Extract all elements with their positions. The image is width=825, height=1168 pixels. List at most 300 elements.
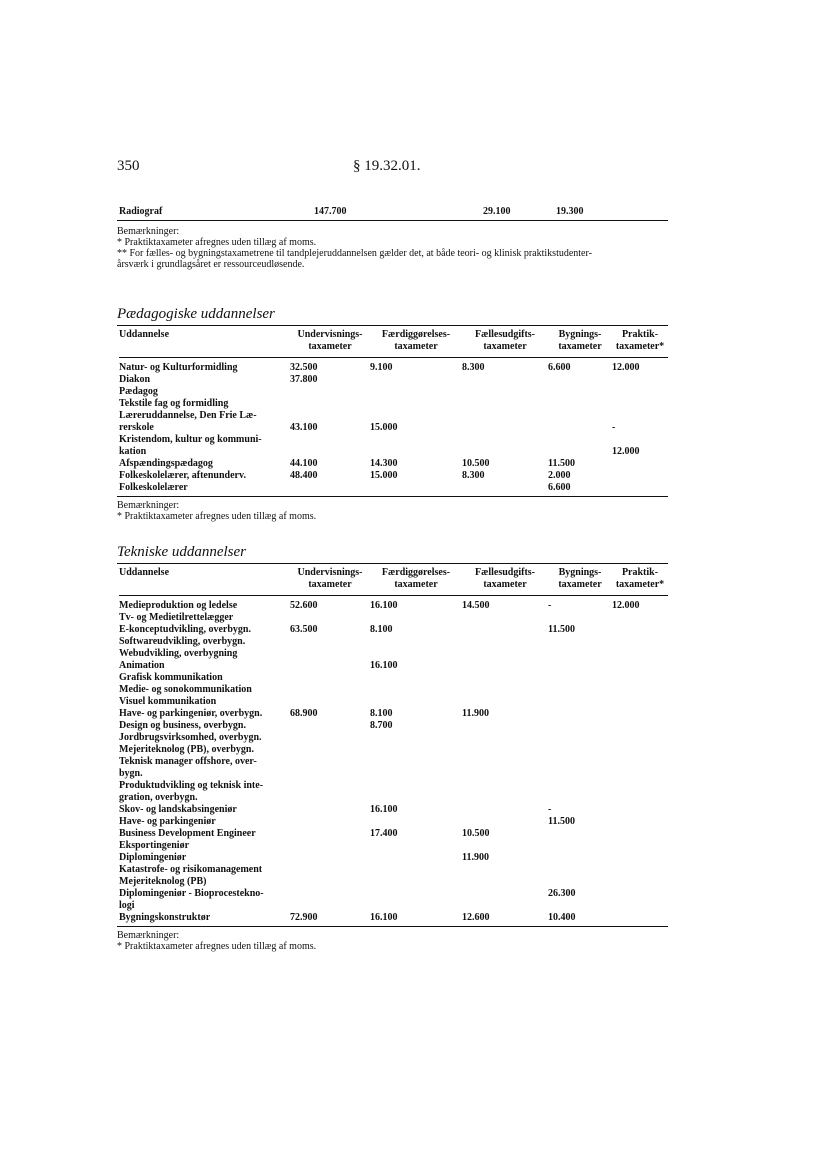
cell-faellesudgifts: 14.500 — [462, 600, 490, 611]
cell-praktik — [612, 684, 668, 696]
cell-praktik — [612, 852, 668, 864]
cell-faellesudgifts — [462, 684, 548, 696]
cell-bygnings — [548, 684, 612, 696]
cell-undervisning — [290, 864, 370, 876]
cell-undervisning: 48.400 — [290, 470, 318, 481]
cell-faellesudgifts: 10.500 — [462, 828, 490, 839]
table-row — [119, 900, 668, 912]
cell-faerdiggoerelses — [370, 672, 462, 684]
cell-praktik — [612, 756, 668, 768]
cell-undervisning: 43.100 — [290, 422, 318, 433]
cell-bygnings: 6.600 — [548, 362, 571, 373]
cell-uddannelse: Diplomingeniør — [119, 852, 187, 863]
radiograf-bygnings: 19.300 — [556, 206, 584, 217]
cell-bygnings: - — [548, 804, 552, 815]
cell-praktik — [612, 744, 668, 756]
table-row — [119, 792, 668, 804]
remarks-line: * Praktiktaxameter afregnes uden tillæg af moms. — [117, 941, 317, 952]
remarks-line: ** For fælles- og bygningstaxametrene til tandplejeruddannelsen gælder det, at både teori- og klinisk praktikstudenter- — [117, 248, 592, 259]
cell-uddannelse: gration, overbygn. — [119, 792, 198, 803]
cell-undervisning — [290, 900, 370, 912]
cell-uddannelse: Animation — [119, 660, 165, 671]
cell-uddannelse: bygn. — [119, 768, 143, 779]
cell-praktik — [612, 374, 668, 386]
cell-undervisning — [290, 636, 370, 648]
table-header-row — [119, 565, 668, 596]
cell-faerdiggoerelses — [370, 876, 462, 888]
cell-undervisning: 37.800 — [290, 374, 318, 385]
cell-bygnings — [548, 900, 612, 912]
cell-uddannelse: Mejeriteknolog (PB) — [119, 876, 207, 887]
cell-bygnings: 26.300 — [548, 888, 576, 899]
cell-faellesudgifts — [462, 446, 548, 458]
cell-undervisning — [290, 696, 370, 708]
cell-faerdiggoerelses: 16.100 — [370, 600, 398, 611]
col-header-uddannelse: Uddannelse — [119, 567, 170, 578]
table-row — [119, 458, 668, 470]
cell-uddannelse: Tekstile fag og formidling — [119, 398, 229, 409]
page-number: 350 — [117, 158, 140, 174]
cell-faerdiggoerelses: 15.000 — [370, 422, 398, 433]
table-row — [119, 732, 668, 744]
cell-faerdiggoerelses — [370, 852, 462, 864]
cell-faerdiggoerelses — [370, 816, 462, 828]
cell-undervisning — [290, 828, 370, 840]
remarks-line: årsværk i grundlagsåret er ressourceudløsende. — [117, 259, 305, 270]
cell-bygnings — [548, 434, 612, 446]
cell-faellesudgifts: 11.900 — [462, 708, 489, 719]
cell-faellesudgifts — [462, 816, 548, 828]
cell-faerdiggoerelses — [370, 684, 462, 696]
remarks-heading: Bemærkninger: — [117, 500, 180, 511]
table-row — [119, 410, 668, 422]
divider — [117, 926, 668, 927]
cell-uddannelse: Tv- og Medietilrettelægger — [119, 612, 234, 623]
cell-undervisning — [290, 434, 370, 446]
cell-bygnings: - — [548, 600, 552, 611]
cell-faerdiggoerelses — [370, 888, 462, 900]
cell-bygnings — [548, 828, 612, 840]
table-row — [119, 828, 668, 840]
table-row — [119, 696, 668, 708]
col-header-undervisning: Undervisnings- taxameter — [297, 567, 363, 590]
cell-bygnings: 11.500 — [548, 816, 575, 827]
cell-uddannelse: Folkeskolelærer, aftenunderv. — [119, 470, 246, 481]
remarks-line: * Praktiktaxameter afregnes uden tillæg af moms. — [117, 237, 317, 248]
table-row — [119, 612, 668, 624]
cell-praktik — [612, 470, 668, 482]
cell-faerdiggoerelses: 16.100 — [370, 912, 398, 923]
cell-faellesudgifts: 8.300 — [462, 470, 485, 481]
divider — [117, 563, 668, 564]
radiograf-label: Radiograf — [119, 206, 163, 217]
cell-faerdiggoerelses — [370, 792, 462, 804]
table-row — [119, 596, 668, 613]
cell-faerdiggoerelses: 9.100 — [370, 362, 393, 373]
cell-praktik — [612, 612, 668, 624]
cell-undervisning — [290, 732, 370, 744]
cell-praktik — [612, 864, 668, 876]
cell-bygnings — [548, 876, 612, 888]
cell-undervisning — [290, 804, 370, 816]
cell-praktik — [612, 482, 668, 494]
remarks-tekniske — [117, 930, 316, 952]
col-header-faellesudgifts: Fællesudgifts- taxameter — [475, 329, 535, 352]
table-row — [119, 684, 668, 696]
cell-praktik: 12.000 — [612, 600, 640, 611]
cell-uddannelse: Medieproduktion og ledelse — [119, 600, 238, 611]
cell-faellesudgifts — [462, 756, 548, 768]
cell-faerdiggoerelses — [370, 648, 462, 660]
cell-bygnings: 11.500 — [548, 624, 575, 635]
cell-faellesudgifts — [462, 434, 548, 446]
table-row — [119, 852, 668, 864]
cell-bygnings — [548, 720, 612, 732]
cell-undervisning: 63.500 — [290, 624, 318, 635]
cell-bygnings — [548, 660, 612, 672]
col-header-bygnings: Bygnings- taxameter — [558, 329, 602, 352]
cell-faellesudgifts — [462, 900, 548, 912]
cell-bygnings — [548, 648, 612, 660]
col-header-faerdiggoerelses: Færdiggørelses- taxameter — [381, 329, 451, 352]
cell-praktik — [612, 780, 668, 792]
cell-praktik — [612, 840, 668, 852]
cell-praktik — [612, 768, 668, 780]
cell-faellesudgifts — [462, 768, 548, 780]
remarks-top — [117, 226, 592, 270]
cell-faellesudgifts: 12.600 — [462, 912, 490, 923]
cell-praktik — [612, 708, 668, 720]
table-row — [119, 912, 668, 924]
cell-faellesudgifts — [462, 410, 548, 422]
cell-faerdiggoerelses — [370, 696, 462, 708]
cell-faerdiggoerelses: 14.300 — [370, 458, 398, 469]
col-header-faellesudgifts: Fællesudgifts- taxameter — [475, 567, 535, 590]
cell-bygnings — [548, 398, 612, 410]
table-row — [119, 470, 668, 482]
cell-praktik — [612, 672, 668, 684]
cell-praktik — [612, 636, 668, 648]
cell-uddannelse: Jordbrugsvirksomhed, overbygn. — [119, 732, 262, 743]
cell-bygnings — [548, 744, 612, 756]
cell-faerdiggoerelses: 8.100 — [370, 708, 393, 719]
cell-faerdiggoerelses — [370, 410, 462, 422]
cell-faellesudgifts — [462, 624, 548, 636]
cell-undervisning — [290, 612, 370, 624]
table-row — [119, 648, 668, 660]
cell-faerdiggoerelses — [370, 612, 462, 624]
cell-undervisning — [290, 720, 370, 732]
cell-bygnings — [548, 636, 612, 648]
section-reference: § 19.32.01. — [353, 158, 421, 174]
col-header-praktik: Praktik- taxameter* — [615, 567, 665, 590]
cell-bygnings — [548, 864, 612, 876]
cell-uddannelse: rerskole — [119, 422, 154, 433]
cell-faerdiggoerelses — [370, 482, 462, 494]
cell-uddannelse: Produktudvikling og teknisk inte- — [119, 780, 264, 791]
cell-undervisning — [290, 756, 370, 768]
cell-praktik — [612, 696, 668, 708]
section-title-tekniske: Tekniske uddannelser — [117, 544, 247, 560]
cell-uddannelse: Natur- og Kulturformidling — [119, 362, 238, 373]
table-row — [119, 708, 668, 720]
cell-faerdiggoerelses — [370, 446, 462, 458]
cell-undervisning — [290, 398, 370, 410]
table-row — [119, 720, 668, 732]
cell-uddannelse: logi — [119, 900, 135, 911]
cell-uddannelse: Afspændingspædagog — [119, 458, 213, 469]
cell-undervisning — [290, 876, 370, 888]
cell-undervisning — [290, 816, 370, 828]
cell-praktik — [612, 398, 668, 410]
table-row — [119, 672, 668, 684]
cell-bygnings — [548, 756, 612, 768]
cell-faerdiggoerelses — [370, 732, 462, 744]
cell-praktik — [612, 732, 668, 744]
cell-bygnings — [548, 732, 612, 744]
cell-faerdiggoerelses: 8.700 — [370, 720, 393, 731]
cell-uddannelse: Softwareudvikling, overbygn. — [119, 636, 246, 647]
radiograf-faellesudgifts: 29.100 — [483, 206, 511, 217]
cell-faellesudgifts — [462, 374, 548, 386]
remarks-heading: Bemærkninger: — [117, 930, 180, 941]
table-row — [119, 446, 668, 458]
cell-uddannelse: Kristendom, kultur og kommuni- — [119, 434, 262, 445]
cell-faellesudgifts — [462, 780, 548, 792]
cell-undervisning — [290, 888, 370, 900]
cell-faerdiggoerelses — [370, 780, 462, 792]
cell-undervisning — [290, 482, 370, 494]
cell-uddannelse: Folkeskolelærer — [119, 482, 188, 493]
cell-faerdiggoerelses — [370, 756, 462, 768]
cell-undervisning — [290, 852, 370, 864]
cell-bygnings — [548, 768, 612, 780]
divider — [117, 325, 668, 326]
col-header-uddannelse: Uddannelse — [119, 329, 170, 340]
cell-bygnings — [548, 840, 612, 852]
cell-praktik — [612, 804, 668, 816]
section-title-paedagogiske: Pædagogiske uddannelser — [117, 306, 275, 322]
cell-faerdiggoerelses: 17.400 — [370, 828, 398, 839]
cell-faellesudgifts — [462, 422, 548, 434]
cell-uddannelse: Skov- og landskabsingeniør — [119, 804, 237, 815]
cell-bygnings: 11.500 — [548, 458, 575, 469]
cell-faellesudgifts — [462, 696, 548, 708]
cell-praktik: 12.000 — [612, 446, 640, 457]
cell-bygnings — [548, 792, 612, 804]
cell-bygnings — [548, 708, 612, 720]
table-row — [119, 864, 668, 876]
cell-bygnings — [548, 374, 612, 386]
cell-faerdiggoerelses — [370, 636, 462, 648]
cell-undervisning — [290, 446, 370, 458]
cell-faellesudgifts — [462, 864, 548, 876]
cell-bygnings — [548, 446, 612, 458]
table-row — [119, 636, 668, 648]
cell-praktik — [612, 648, 668, 660]
cell-bygnings — [548, 410, 612, 422]
cell-faerdiggoerelses — [370, 434, 462, 446]
cell-undervisning: 52.600 — [290, 600, 318, 611]
paedagogiske-table — [119, 327, 668, 494]
table-header-row — [119, 327, 668, 358]
cell-faellesudgifts: 8.300 — [462, 362, 485, 373]
table-row — [119, 840, 668, 852]
remarks-paedagogiske — [117, 500, 316, 522]
cell-praktik — [612, 720, 668, 732]
cell-undervisning — [290, 780, 370, 792]
table-row — [119, 374, 668, 386]
cell-bygnings — [548, 612, 612, 624]
cell-praktik — [612, 876, 668, 888]
cell-praktik — [612, 624, 668, 636]
cell-uddannelse: Medie- og sonokommunikation — [119, 684, 252, 695]
cell-undervisning — [290, 684, 370, 696]
cell-faerdiggoerelses — [370, 374, 462, 386]
cell-praktik — [612, 410, 668, 422]
cell-faellesudgifts — [462, 672, 548, 684]
cell-faellesudgifts — [462, 720, 548, 732]
remarks-heading: Bemærkninger: — [117, 226, 180, 237]
cell-praktik — [612, 792, 668, 804]
cell-uddannelse: Eksportingeniør — [119, 840, 190, 851]
cell-faellesudgifts — [462, 744, 548, 756]
cell-uddannelse: kation — [119, 446, 147, 457]
cell-praktik — [612, 816, 668, 828]
col-header-bygnings: Bygnings- taxameter — [558, 567, 602, 590]
cell-bygnings: 10.400 — [548, 912, 576, 923]
cell-faerdiggoerelses — [370, 840, 462, 852]
table-row — [119, 386, 668, 398]
cell-undervisning: 72.900 — [290, 912, 318, 923]
cell-faellesudgifts — [462, 398, 548, 410]
cell-undervisning: 68.900 — [290, 708, 318, 719]
col-header-undervisning: Undervisnings- taxameter — [297, 329, 363, 352]
table-row — [119, 876, 668, 888]
table-row — [119, 804, 668, 816]
cell-undervisning — [290, 744, 370, 756]
cell-faerdiggoerelses — [370, 398, 462, 410]
cell-faellesudgifts — [462, 888, 548, 900]
cell-uddannelse: Bygningskonstruktør — [119, 912, 211, 923]
cell-faellesudgifts — [462, 482, 548, 494]
table-row — [119, 358, 668, 375]
table-row — [119, 624, 668, 636]
table-row — [119, 660, 668, 672]
cell-praktik — [612, 888, 668, 900]
col-header-faerdiggoerelses: Færdiggørelses- taxameter — [381, 567, 451, 590]
cell-bygnings: 6.600 — [548, 482, 571, 493]
tekniske-table — [119, 565, 668, 924]
cell-faellesudgifts — [462, 612, 548, 624]
cell-uddannelse: Læreruddannelse, Den Frie Læ- — [119, 410, 257, 421]
radiograf-undervisning: 147.700 — [314, 206, 347, 217]
cell-faerdiggoerelses: 15.000 — [370, 470, 398, 481]
cell-undervisning: 44.100 — [290, 458, 318, 469]
cell-faellesudgifts — [462, 660, 548, 672]
cell-faellesudgifts — [462, 386, 548, 398]
cell-undervisning — [290, 660, 370, 672]
table-row — [119, 816, 668, 828]
cell-uddannelse: Diplomingeniør - Bioprocestekno- — [119, 888, 264, 899]
table-row — [119, 398, 668, 410]
cell-praktik — [612, 660, 668, 672]
cell-faellesudgifts — [462, 804, 548, 816]
cell-undervisning — [290, 648, 370, 660]
cell-uddannelse: Have- og parkingeniør, overbygn. — [119, 708, 263, 719]
cell-praktik — [612, 386, 668, 398]
table-row — [119, 780, 668, 792]
cell-faellesudgifts — [462, 732, 548, 744]
cell-bygnings — [548, 672, 612, 684]
table-row — [119, 888, 668, 900]
remarks-line: * Praktiktaxameter afregnes uden tillæg af moms. — [117, 511, 317, 522]
cell-faellesudgifts — [462, 636, 548, 648]
cell-faellesudgifts — [462, 792, 548, 804]
cell-uddannelse: E-konceptudvikling, overbygn. — [119, 624, 251, 635]
cell-uddannelse: Teknisk manager offshore, over- — [119, 756, 257, 767]
cell-undervisning — [290, 672, 370, 684]
cell-uddannelse: Mejeriteknolog (PB), overbygn. — [119, 744, 254, 755]
cell-faerdiggoerelses: 16.100 — [370, 660, 398, 671]
cell-undervisning — [290, 386, 370, 398]
divider — [117, 496, 668, 497]
cell-faellesudgifts — [462, 876, 548, 888]
cell-undervisning — [290, 792, 370, 804]
cell-uddannelse: Katastrofe- og risikomanagement — [119, 864, 263, 875]
table-row — [119, 422, 668, 434]
cell-uddannelse: Webudvikling, overbygning — [119, 648, 238, 659]
cell-bygnings — [548, 422, 612, 434]
cell-faellesudgifts — [462, 840, 548, 852]
cell-uddannelse: Grafisk kommunikation — [119, 672, 223, 683]
cell-faellesudgifts: 10.500 — [462, 458, 490, 469]
cell-uddannelse: Design og business, overbygn. — [119, 720, 246, 731]
table-row — [119, 744, 668, 756]
cell-uddannelse: Business Development Engineer — [119, 828, 256, 839]
cell-faerdiggoerelses: 8.100 — [370, 624, 393, 635]
col-header-praktik: Praktik- taxameter* — [615, 329, 665, 352]
cell-bygnings — [548, 696, 612, 708]
cell-uddannelse: Have- og parkingeniør — [119, 816, 216, 827]
divider — [117, 220, 668, 221]
cell-praktik — [612, 434, 668, 446]
cell-praktik — [612, 458, 668, 470]
cell-bygnings — [548, 386, 612, 398]
cell-undervisning — [290, 840, 370, 852]
cell-uddannelse: Pædagog — [119, 386, 158, 397]
cell-praktik: - — [612, 422, 616, 433]
cell-praktik — [612, 900, 668, 912]
cell-undervisning: 32.500 — [290, 362, 318, 373]
cell-bygnings — [548, 780, 612, 792]
cell-uddannelse: Visuel kommunikation — [119, 696, 217, 707]
cell-faellesudgifts — [462, 648, 548, 660]
cell-undervisning — [290, 768, 370, 780]
table-row — [119, 756, 668, 768]
table-row — [119, 434, 668, 446]
cell-bygnings — [548, 852, 612, 864]
cell-praktik: 12.000 — [612, 362, 640, 373]
table-row — [119, 482, 668, 494]
cell-faerdiggoerelses: 16.100 — [370, 804, 398, 815]
cell-praktik — [612, 828, 668, 840]
cell-faerdiggoerelses — [370, 386, 462, 398]
cell-faerdiggoerelses — [370, 864, 462, 876]
cell-faerdiggoerelses — [370, 744, 462, 756]
cell-faerdiggoerelses — [370, 900, 462, 912]
cell-undervisning — [290, 410, 370, 422]
